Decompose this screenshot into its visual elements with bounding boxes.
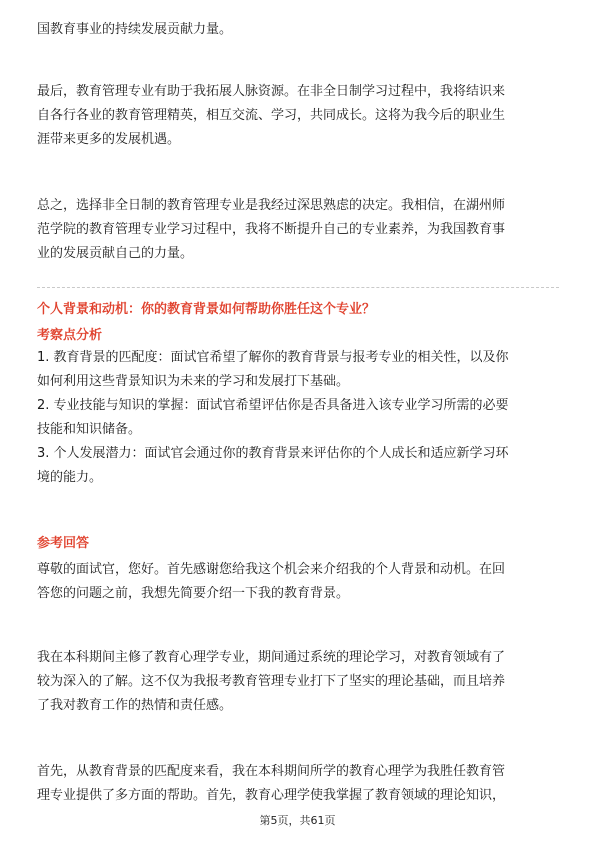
paragraph-networking: [37, 80, 559, 152]
page-number: 第5页，共61页: [259, 814, 336, 827]
text-line: 自各行各业的教育管理精英，相互交流、学习，共同成长。这将为我今后的职业生: [37, 108, 506, 123]
text-line: 我在本科期间主修了教育心理学专业，期间通过系统的理论学习，对教育领域有了: [37, 650, 506, 665]
text-line: 境的能力。: [37, 470, 103, 485]
text-line: 国教育事业的持续发展贡献力量。: [37, 22, 233, 37]
answer-paragraph-background: [37, 646, 559, 718]
text-line: 3. 个人发展潜力：面试官会通过你的教育背景来评估你的个人成长和适应新学习环: [37, 446, 509, 461]
text-line: 首先，从教育背景的匹配度来看，我在本科期间所学的教育心理学为我胜任教育管: [37, 764, 506, 779]
analysis-heading: 考察点分析: [37, 328, 103, 343]
text-line: 范学院的教育管理专业学习过程中，我将不断提升自己的专业素养，为我国教育事: [37, 222, 506, 237]
answer-heading: 参考回答: [37, 536, 90, 551]
text-line: 较为深入的了解。这不仅为我报考教育管理专业打下了坚实的理论基础，而且培养: [37, 674, 506, 689]
question-heading: 个人背景和动机：你的教育背景如何帮助你胜任这个专业？: [37, 302, 376, 317]
paragraph-intro-tail: [37, 18, 559, 42]
text-line: 涯带来更多的发展机遇。: [37, 132, 181, 147]
analysis-list: [37, 346, 559, 490]
text-line: 业的发展贡献自己的力量。: [37, 246, 194, 261]
paragraph-conclusion: [37, 194, 559, 266]
text-line: 2. 专业技能与知识的掌握：面试官希望评估你是否具备进入该专业学习所需的必要: [37, 398, 509, 413]
text-line: 总之，选择非全日制的教育管理专业是我经过深思熟虑的决定。我相信，在湖州师: [37, 198, 506, 213]
text-line: 如何利用这些背景知识为未来的学习和发展打下基础。: [37, 374, 350, 389]
text-line: 最后，教育管理专业有助于我拓展人脉资源。在非全日制学习过程中，我将结识来: [37, 84, 506, 99]
text-line: 1. 教育背景的匹配度：面试官希望了解你的教育背景与报考专业的相关性，以及你: [37, 350, 509, 365]
section-divider: [37, 287, 559, 288]
answer-paragraph-greeting: [37, 558, 559, 606]
text-line: 了我对教育工作的热情和责任感。: [37, 698, 233, 713]
text-line: 答您的问题之前，我想先简要介绍一下我的教育背景。: [37, 586, 350, 601]
answer-paragraph-match: [37, 760, 559, 808]
text-line: 尊敬的面试官，您好。首先感谢您给我这个机会来介绍我的个人背景和动机。在回: [37, 562, 506, 577]
text-line: 理专业提供了多方面的帮助。首先，教育心理学使我掌握了教育领域的理论知识，: [37, 788, 506, 803]
text-line: 技能和知识储备。: [37, 422, 142, 437]
